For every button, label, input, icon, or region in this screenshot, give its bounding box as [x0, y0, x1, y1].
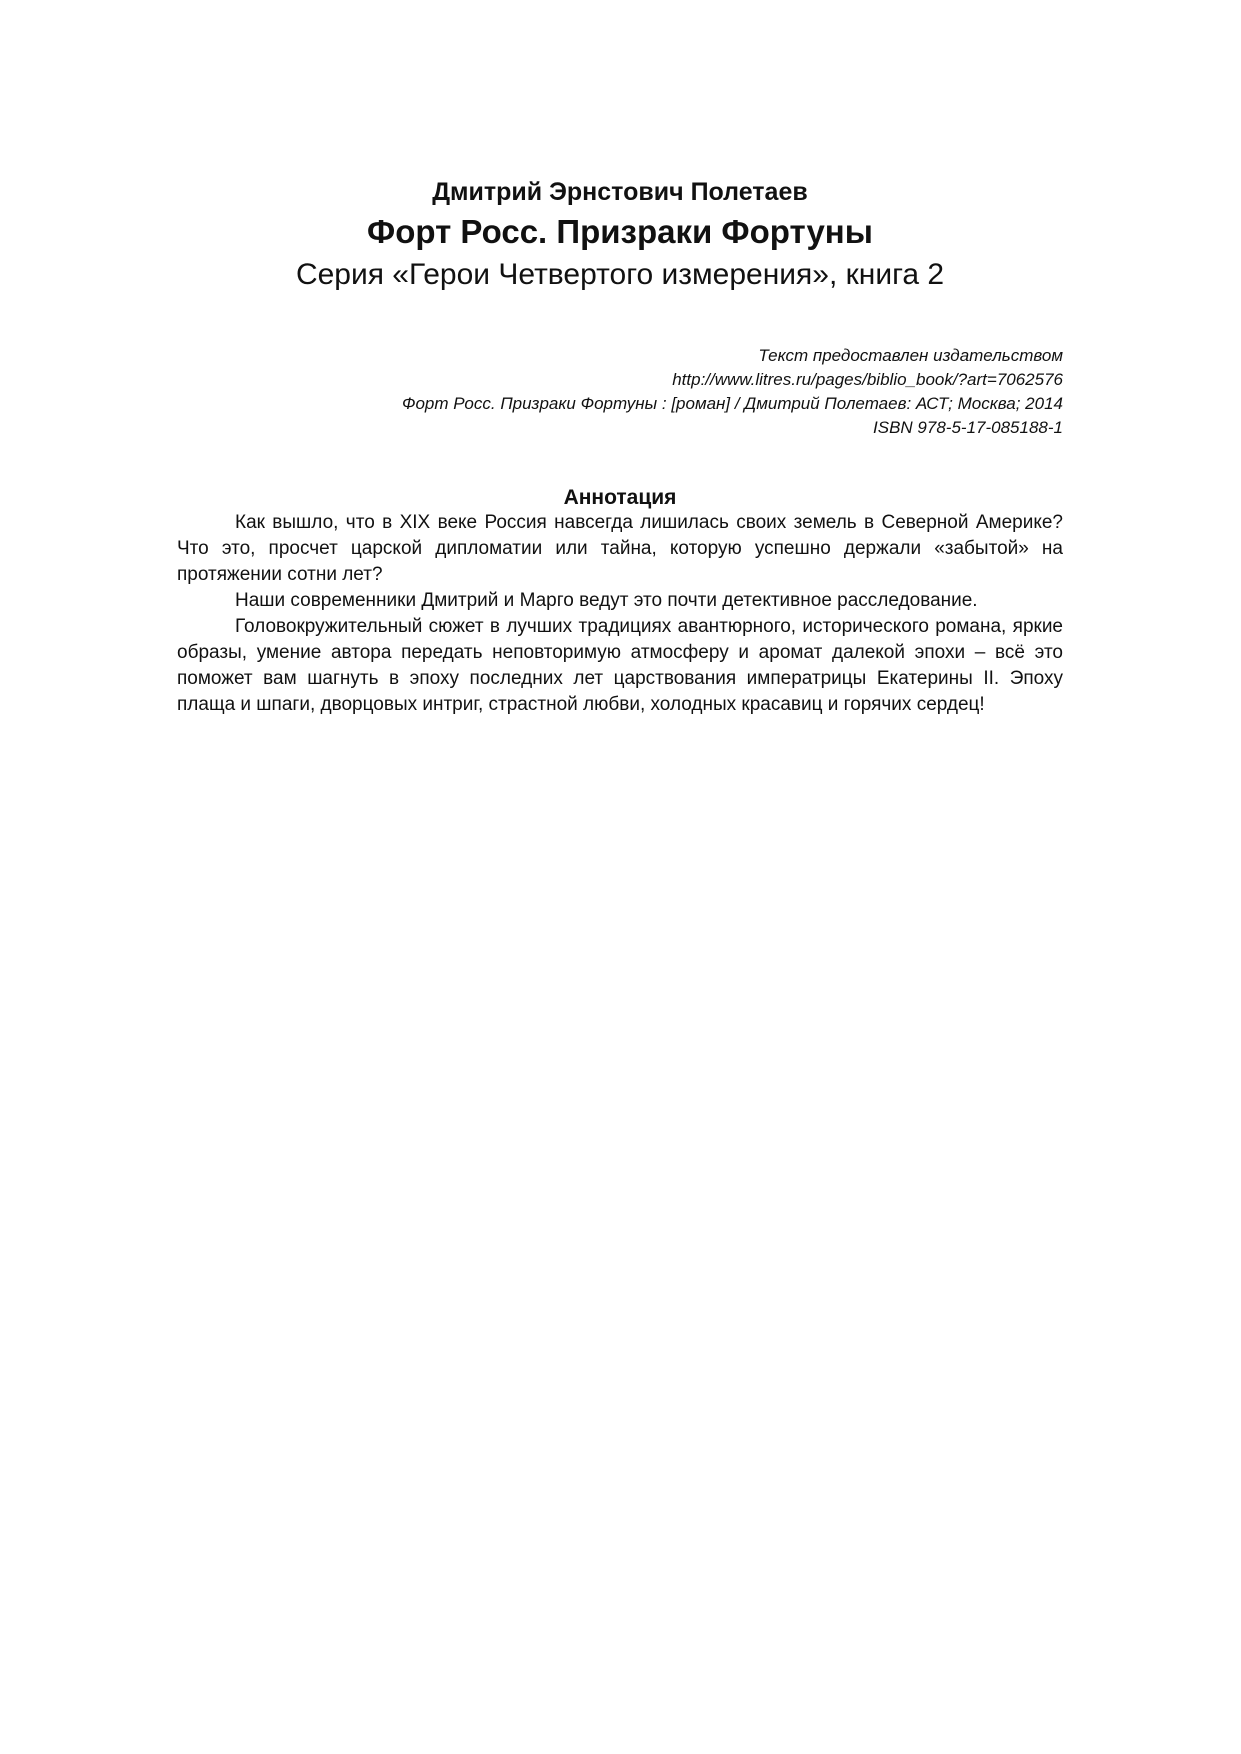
book-series: Серия «Герои Четвертого измерения», книга 2	[295, 258, 945, 291]
annotation-paragraph: Как вышло, что в XIX веке Россия навсегда лишилась своих земель в Северной Америке? Что это, просчет царской дипломатии или тайна, которую успешно держали «забытой» на протяжении сотни лет?	[177, 512, 1063, 585]
annotation-paragraph: Наши современники Дмитрий и Марго ведут это почти детективное расследование.	[235, 590, 978, 611]
source-url: http://www.litres.ru/pages/biblio_book/?art=7062576	[672, 370, 1063, 389]
book-author: Дмитрий Эрнстович Полетаев	[432, 178, 808, 206]
annotation-heading: Аннотация	[563, 486, 677, 509]
publication-meta	[177, 344, 1063, 440]
annotation-body	[177, 510, 1063, 718]
provided-by-text: Текст предоставлен издательством	[758, 346, 1063, 365]
citation-text: Форт Росс. Призраки Фортуны : [роман] / Дмитрий Полетаев: АСТ; Москва; 2014	[401, 394, 1063, 413]
annotation-paragraph: Головокружительный сюжет в лучших традициях авантюрного, исторического романа, яркие образы, умение автора передать неповторимую атмосферу и аромат далекой эпохи – всё это поможет вам шагнуть в эпоху последних лет царствования императрицы Екатерины II. Эпоху плаща и шпаги, дворцовых интриг, страстной любви, холодных красавиц и горячих сердец!	[177, 616, 1063, 715]
isbn-text: ISBN 978-5-17-085188-1	[873, 418, 1063, 437]
book-title: Форт Росс. Призраки Фортуны	[367, 213, 873, 250]
